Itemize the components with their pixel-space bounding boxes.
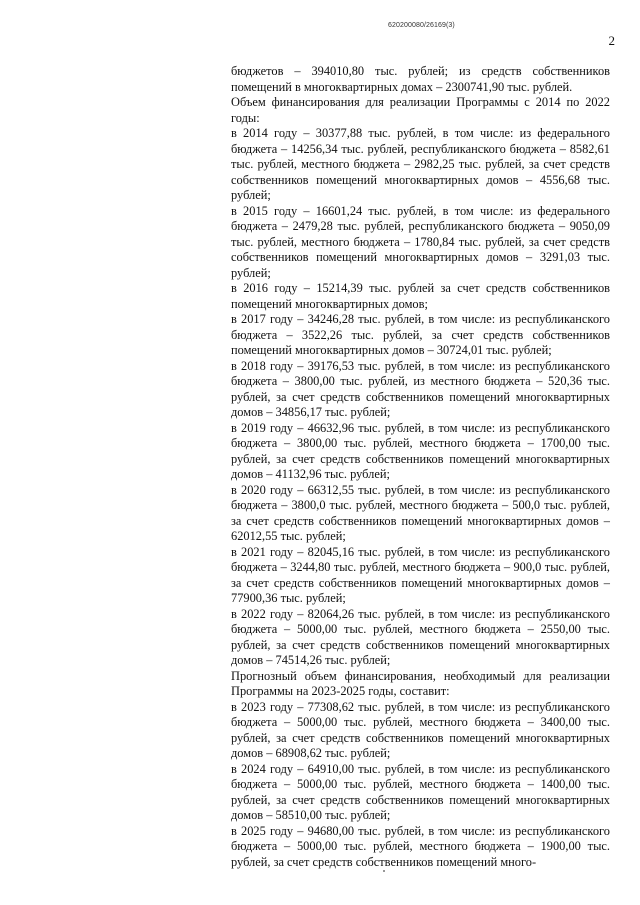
page-number: 2 — [608, 33, 615, 48]
paragraph-year-2017: в 2017 году – 34246,28 тыс. рублей, в том числе: из республиканского бюджета – 3522,26 тыс. рублей, за счет средств собственников помещений многоквартирных домов – 30724,01 тыс. рублей; — [231, 312, 610, 357]
paragraph-forecast-intro: Прогнозный объем финансирования, необходимый для реализации Программы на 2023-2025 годы, составит: — [231, 668, 610, 698]
document-code: 620200080/26169(3) — [388, 22, 455, 29]
paragraph-year-2021: в 2021 году – 82045,16 тыс. рублей, в том числе: из республиканского бюджета – 3244,80 тыс. рублей, местного бюджета – 900,0 тыс. рублей, за счет средств собственников помещений многоквартирных домов – 77900,36 тыс. рублей; — [231, 544, 610, 605]
paragraph-year-2018: в 2018 году – 39176,53 тыс. рублей, в том числе: из республиканского бюджета – 3800,00 тыс. рублей, из местного бюджета – 520,36 тыс. рублей, за счет средств собственников помещений многоквартирных домов – 34856,17 тыс. рублей; — [231, 358, 610, 419]
paragraph-year-2016: в 2016 году – 15214,39 тыс. рублей за счет средств собственников помещений многоквартирных домов; — [231, 281, 610, 311]
paragraph-year-2019: в 2019 году – 46632,96 тыс. рублей, в том числе: из республиканского бюджета – 3800,00 тыс. рублей, местного бюджета – 1700,00 тыс. рублей, за счет средств собственников помещений многоквартирных домов – 41132,96 тыс. рублей; — [231, 420, 610, 481]
paragraph-year-2022: в 2022 году – 82064,26 тыс. рублей, в том числе: из республиканского бюджета – 5000,00 тыс. рублей, местного бюджета – 2550,00 тыс. рублей, за счет средств собственников помещений многоквартирных домов – 74514,26 тыс. рублей; — [231, 606, 610, 667]
paragraph-budget-total: бюджетов – 394010,80 тыс. рублей; из средств собственников помещений в многоквартирных домах – 2300741,90 тыс. рублей. — [231, 64, 610, 94]
paragraph-year-2014: в 2014 году – 30377,88 тыс. рублей, в том числе: из федерального бюджета – 14256,34 тыс. рублей, республиканского бюджета – 8582,61 тыс. рублей, местного бюджета – 2982,25 тыс. рублей, за счет средств собственников помещений многоквартирных домов – 4556,68 тыс. рублей; — [231, 126, 610, 202]
paragraph-year-2015: в 2015 году – 16601,24 тыс. рублей, в том числе: из федерального бюджета – 2479,28 тыс. рублей, республиканского бюджета – 9050,09 тыс. рублей, местного бюджета – 1780,84 тыс. рублей, за счет средств собственников помещений многоквартирных домов – 3291,03 тыс. рублей; — [231, 203, 610, 280]
paragraph-funding-intro: Объем финансирования для реализации Программы с 2014 по 2022 годы: — [231, 95, 610, 125]
paragraph-year-2025: в 2025 году – 94680,00 тыс. рублей, в том числе: из республиканского бюджета – 5000,00 тыс. рублей, местного бюджета – 1900,00 тыс. рублей, за счет средств собственников помещений много- — [231, 823, 610, 869]
document-body — [231, 64, 610, 870]
paragraph-year-2020: в 2020 году – 66312,55 тыс. рублей, в том числе: из республиканского бюджета – 3800,0 тыс. рублей, местного бюджета – 500,0 тыс. рублей, за счет средств собственников помещений многоквартирных домов – 62012,55 тыс. рублей; — [231, 482, 610, 543]
paragraph-year-2023: в 2023 году – 77308,62 тыс. рублей, в том числе: из республиканского бюджета – 5000,00 тыс. рублей, местного бюджета – 3400,00 тыс. рублей, за счет средств собственников помещений многоквартирных домов – 68908,62 тыс. рублей; — [231, 699, 610, 760]
scan-speck — [383, 870, 385, 872]
paragraph-year-2024: в 2024 году – 64910,00 тыс. рублей, в том числе: из республиканского бюджета – 5000,00 тыс. рублей, местного бюджета – 1400,00 тыс. рублей, за счет средств собственников помещений многоквартирных домов – 58510,00 тыс. рублей; — [231, 761, 610, 822]
